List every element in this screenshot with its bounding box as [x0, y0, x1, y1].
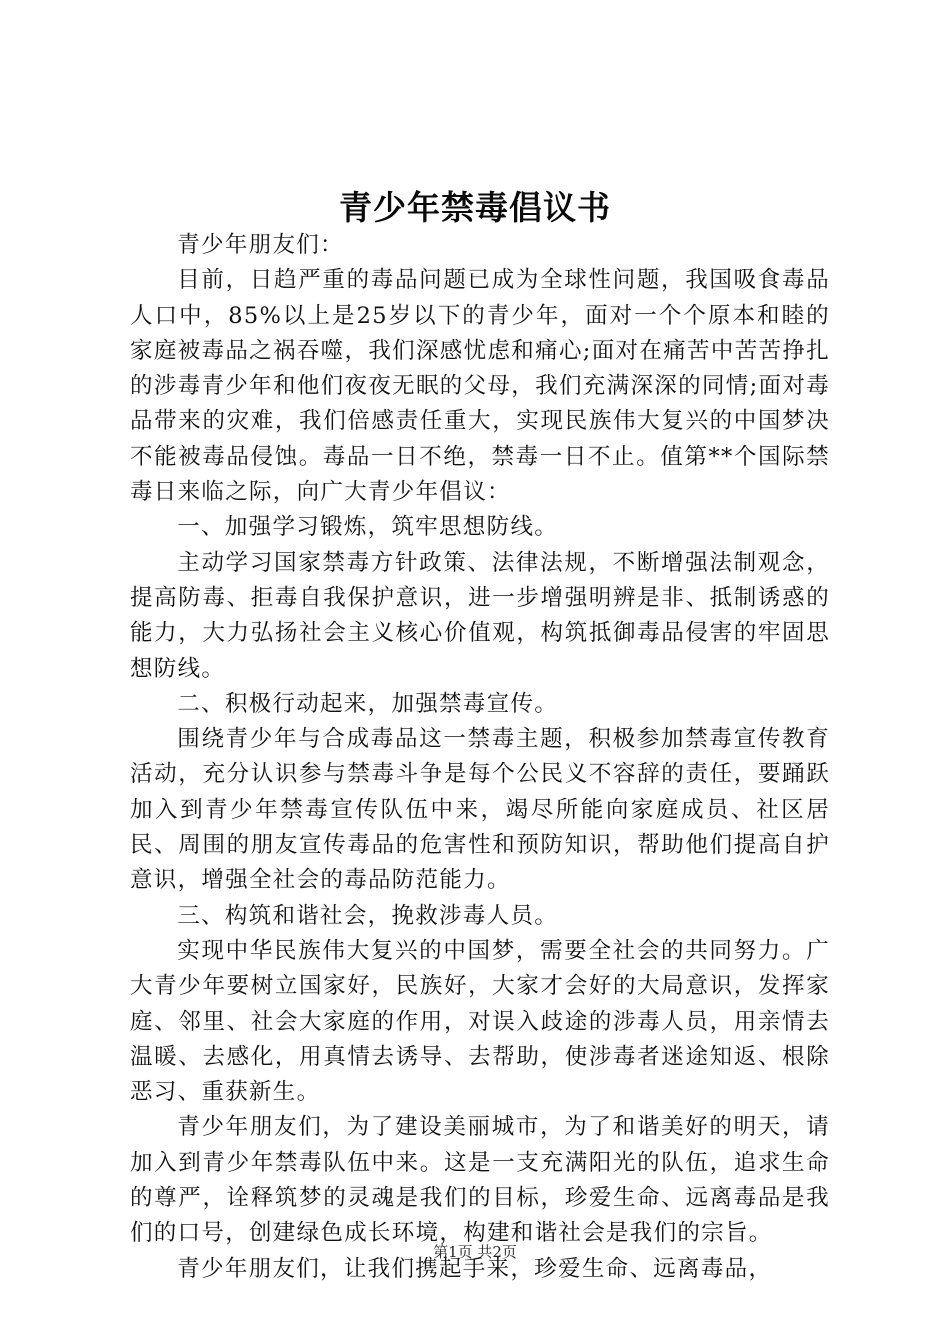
- section-heading: 三、构筑和谐社会，挽救涉毒人员。: [177, 902, 559, 929]
- body-paragraph: 主动学习国家禁毒方针政策、法律法规，不断增强法制观念，提高防毒、拒毒自我保护意识，进一步增强明辨是非、抵制诱惑的能力，大力弘扬社会主义核心价值观，构筑抵御毒品侵害的牢固思想防线。: [130, 549, 830, 682]
- page-number-footer: 第1页 共2页: [433, 1243, 517, 1261]
- body-paragraph: 目前，日趋严重的毒品问题已成为全球性问题，我国吸食毒品人口中，85%以上是25岁以下的青少年，面对一个个原本和睦的家庭被毒品之祸吞噬，我们深感忧虑和痛心;面对在痛苦中苦苦挣扎的涉毒青少年和他们夜夜无眠的父母，我们充满深深的同情;面对毒品带来的灾难，我们倍感责任重大，实现民族伟大复兴的中国梦决不能被毒品侵蚀。毒品一日不绝，禁毒一日不止。值第**个国际禁毒日来临之际，向广大青少年倡议：: [130, 267, 830, 506]
- body-paragraph: 青少年朋友们，让我们携起手来，珍爱生命、远离毒品，: [177, 1255, 773, 1282]
- body-paragraph: 围绕青少年与合成毒品这一禁毒主题，积极参加禁毒宣传教育活动，充分认识参与禁毒斗争是每个公民义不容辞的责任，要踊跃加入到青少年禁毒宣传队伍中来，竭尽所能向家庭成员、社区居民、周围的朋友宣传毒品的危害性和预防知识，帮助他们提高自护意识，增强全社会的毒品防范能力。: [130, 726, 830, 894]
- document-body: [130, 228, 830, 1287]
- document-title: 青少年禁毒倡议书: [339, 188, 611, 227]
- body-paragraph: 青少年朋友们，为了建设美丽城市，为了和谐美好的明天，请加入到青少年禁毒队伍中来。这是一支充满阳光的队伍，追求生命的尊严，诠释筑梦的灵魂是我们的目标，珍爱生命、远离毒品是我们的口号，创建绿色成长环境，构建和谐社会是我们的宗旨。: [130, 1114, 830, 1247]
- body-paragraph: 实现中华民族伟大复兴的中国梦，需要全社会的共同努力。广大青少年要树立国家好，民族好，大家才会好的大局意识，发挥家庭、邻里、社会大家庭的作用，对误入歧途的涉毒人员，用亲情去温暖、去感化，用真情去诱导、去帮助，使涉毒者迷途知返、根除恶习、重获新生。: [130, 937, 830, 1106]
- section-heading: 一、加强学习锻炼，筑牢思想防线。: [177, 514, 559, 541]
- salutation: 青少年朋友们：: [177, 232, 344, 258]
- section-heading: 二、积极行动起来，加强禁毒宣传。: [177, 690, 559, 717]
